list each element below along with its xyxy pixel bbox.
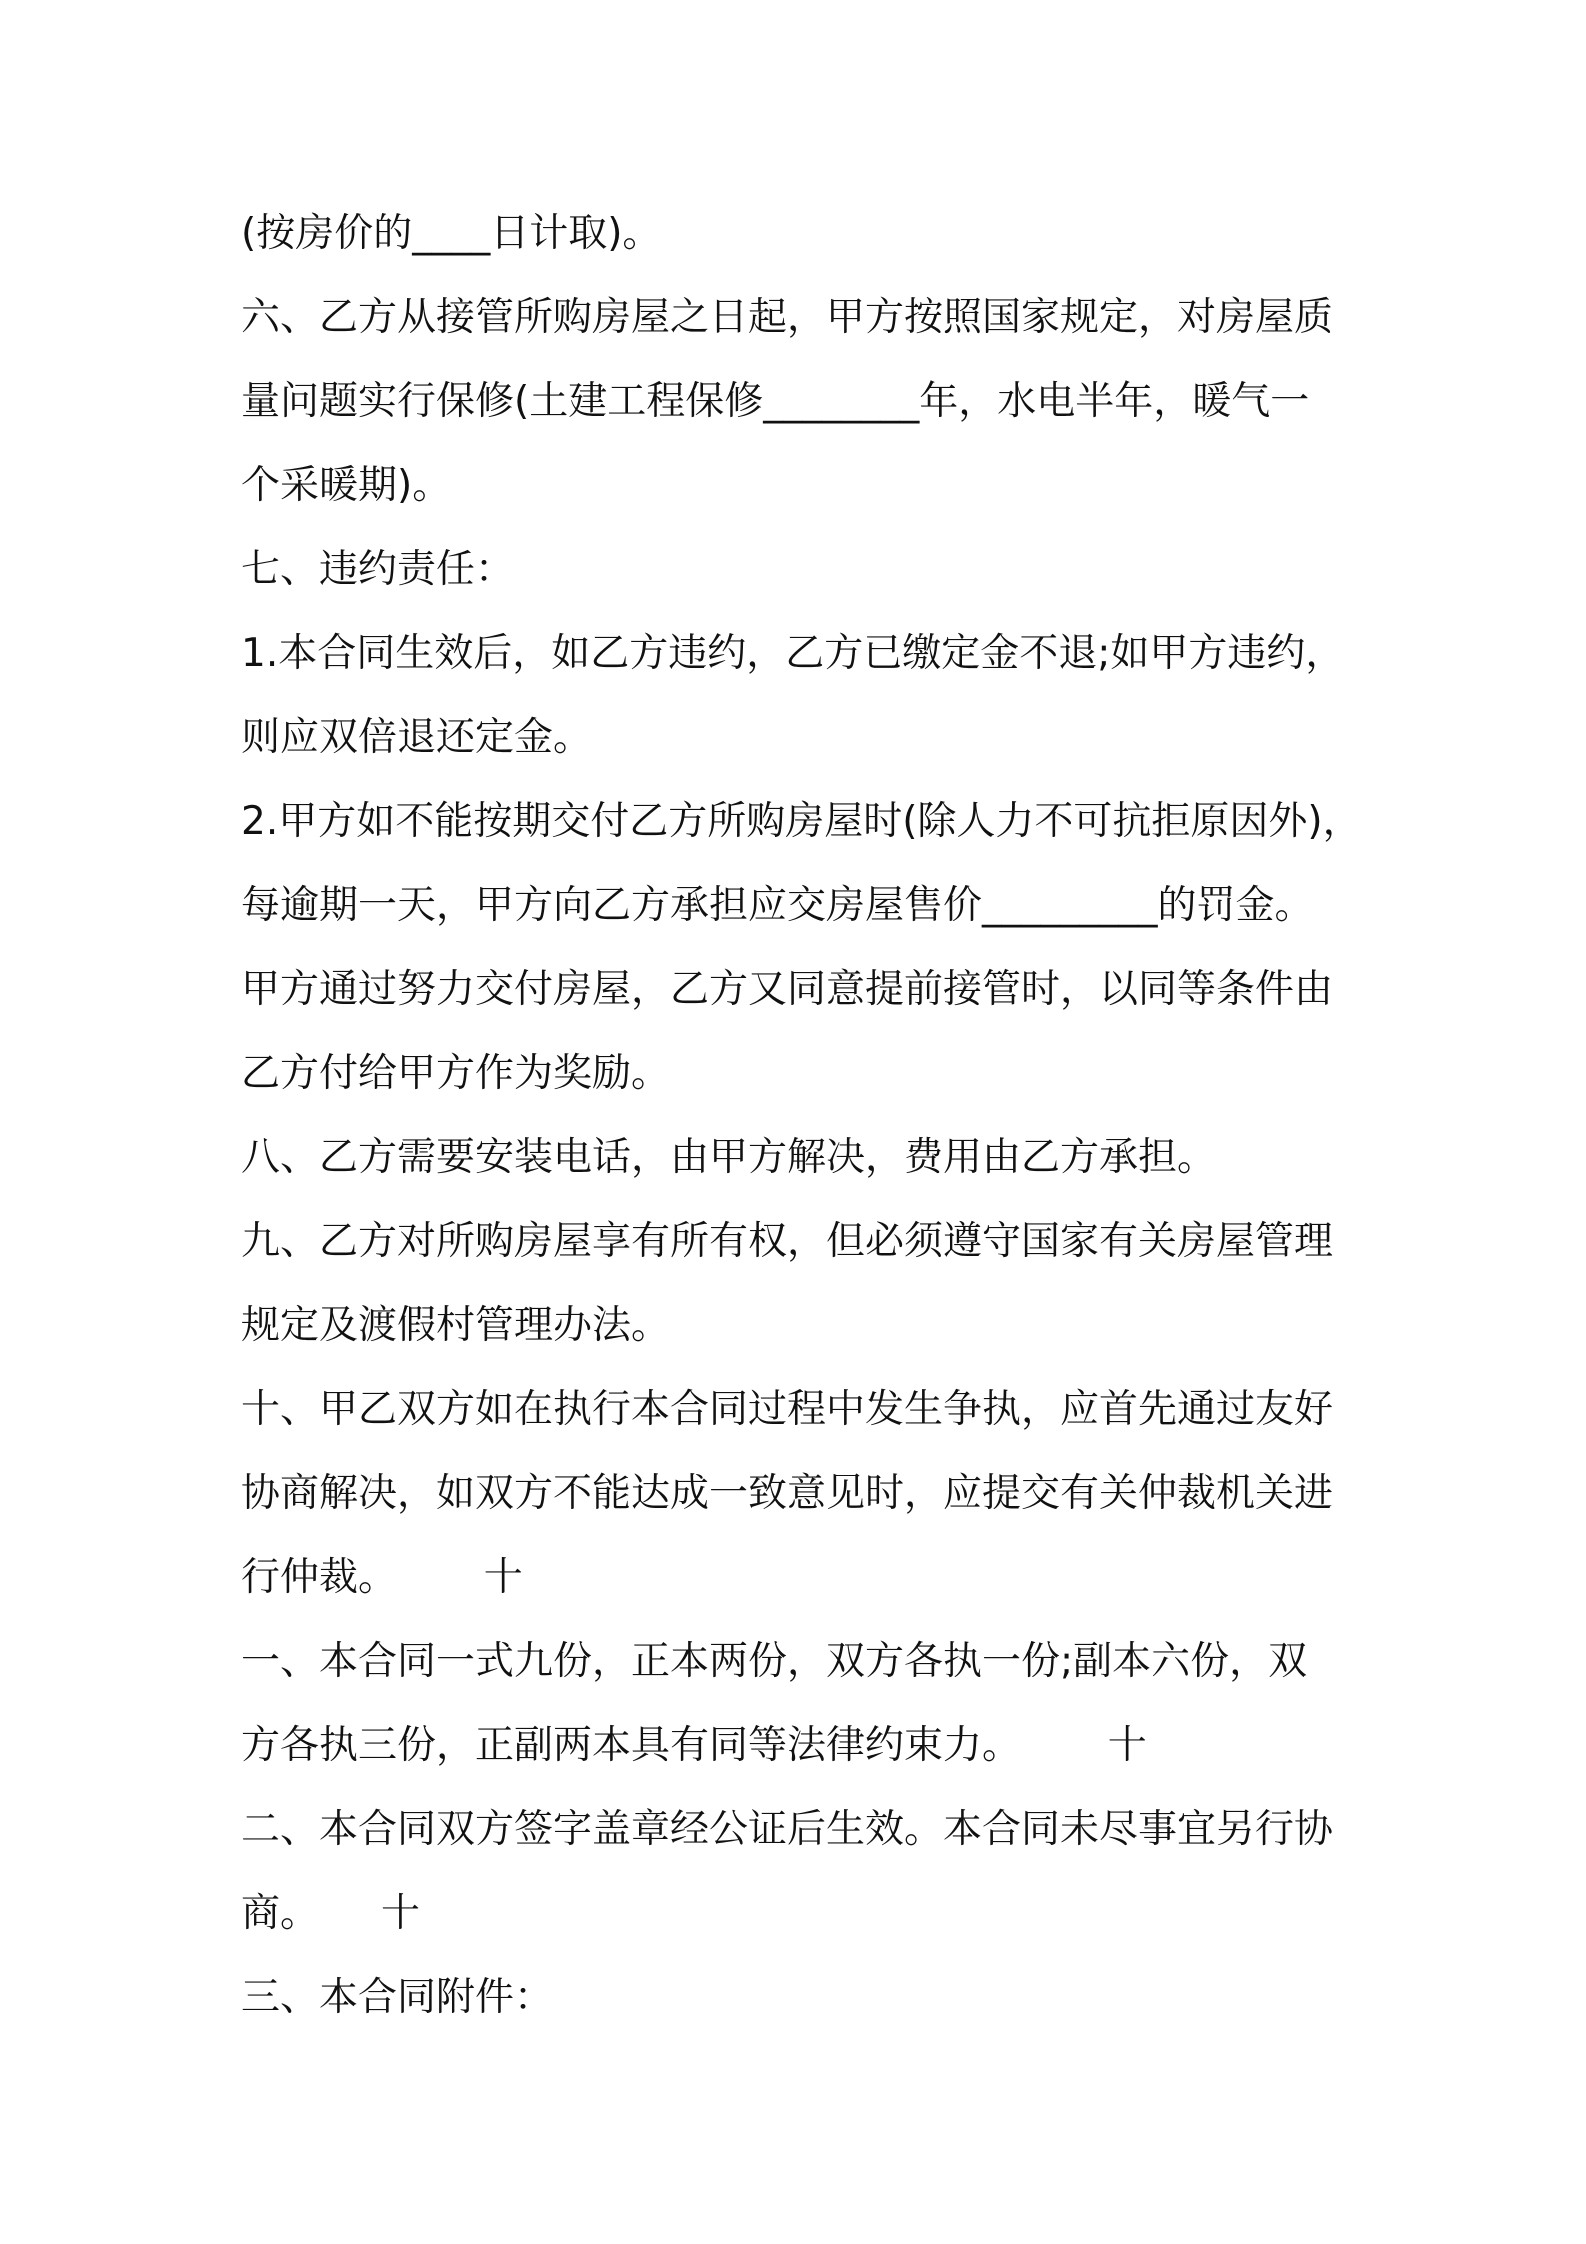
text-line: 二、本合同双方签字盖章经公证后生效。本合同未尽事宜另行协 [241, 1807, 1334, 1852]
text-line: 个采暖期)。 [241, 463, 452, 508]
text-line: 九、乙方对所购房屋享有所有权，但必须遵守国家有关房屋管理 [241, 1219, 1334, 1264]
section-heading: 三、本合同附件： [241, 1975, 554, 2020]
text-line: 一、本合同一式九份，正本两份，双方各执一份;副本六份，双 [241, 1639, 1308, 1684]
text-line: 六、乙方从接管所购房屋之日起，甲方按照国家规定，对房屋质 [241, 295, 1334, 340]
text-line: 协商解决，如双方不能达成一致意见时，应提交有关仲裁机关进 [241, 1471, 1334, 1516]
text-line: 1.本合同生效后，如乙方违约，乙方已缴定金不退;如甲方违约， [241, 631, 1345, 676]
text-line: 十、甲乙双方如在执行本合同过程中发生争执，应首先通过友好 [241, 1387, 1334, 1432]
text-line: 2.甲方如不能按期交付乙方所购房屋时(除人力不可抗拒原因外)， [241, 799, 1362, 844]
text-line: 八、乙方需要安装电话，由甲方解决，费用由乙方承担。 [241, 1135, 1217, 1180]
text-line: 每逾期一天，甲方向乙方承担应交房屋售价_________的罚金。 [241, 883, 1314, 928]
text-line: 规定及渡假村管理办法。 [241, 1303, 671, 1348]
text-line: 行仲裁。 十 [241, 1555, 523, 1600]
text-line: 量问题实行保修(土建工程保修________年，水电半年，暖气一 [241, 379, 1310, 424]
text-line: 商。 十 [241, 1891, 420, 1936]
text-line: 则应双倍退还定金。 [241, 715, 593, 760]
text-line: (按房价的____日计取)。 [241, 211, 662, 256]
section-heading: 七、违约责任： [241, 547, 515, 592]
text-line: 乙方付给甲方作为奖励。 [241, 1051, 671, 1096]
contract-text [241, 192, 1361, 2040]
text-line: 方各执三份，正副两本具有同等法律约束力。 十 [241, 1723, 1147, 1768]
text-line: 甲方通过努力交付房屋，乙方又同意提前接管时，以同等条件由 [241, 967, 1334, 1012]
